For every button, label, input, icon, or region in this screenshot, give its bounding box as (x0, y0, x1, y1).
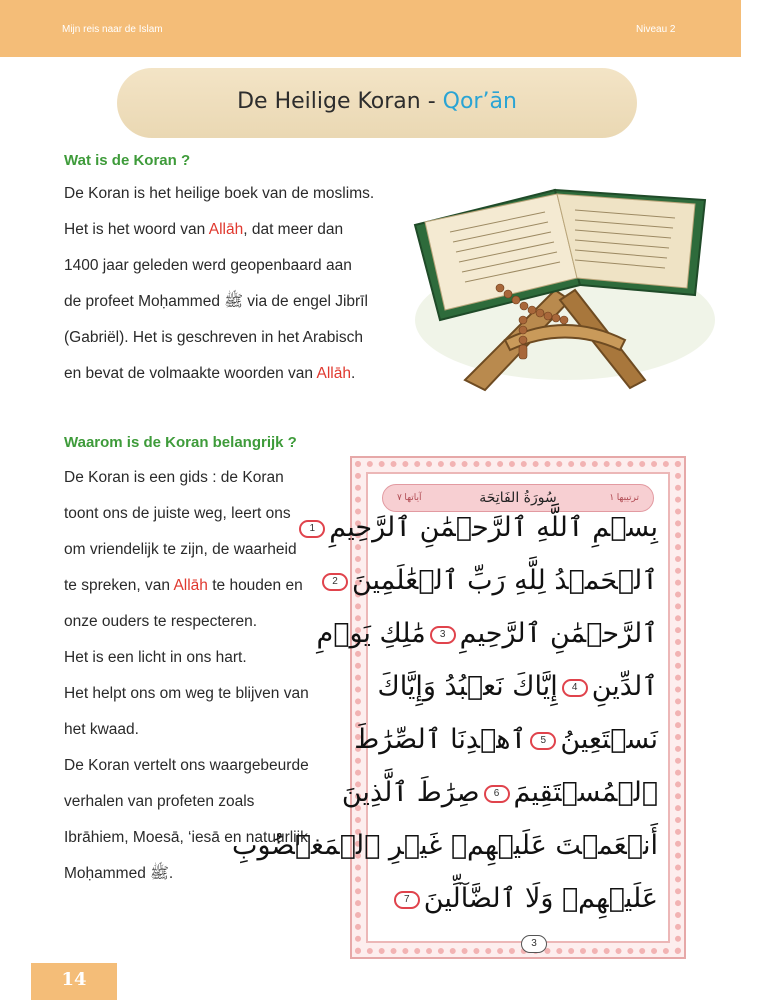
surah-verse-line (354, 724, 658, 774)
book-title: Mijn reis naar de Islam (62, 24, 163, 35)
arabic-text: أَنۡعَمۡتَ عَلَيۡهِمۡ غَيۡرِ ٱلۡمَغۡضُوبِ (232, 830, 658, 861)
surah-verse-line (309, 512, 658, 562)
arabic-text: ٱلدِّينِ (591, 671, 658, 702)
paragraph-line (64, 640, 309, 676)
surah-verse-line (316, 618, 658, 668)
section-what-paragraph (64, 176, 374, 392)
line-text: Moḥammed ﷺ. (64, 865, 174, 882)
paragraph-line (64, 712, 309, 748)
paragraph-line (64, 676, 309, 712)
highlight-word: Allāh (208, 221, 244, 238)
paragraph-line (64, 248, 374, 284)
verse-number-marker: 4 (562, 679, 588, 697)
verse-number-marker: 1 (299, 520, 325, 538)
paragraph-line (64, 856, 309, 892)
section-why-paragraph (64, 460, 309, 892)
quran-book-illustration (405, 170, 725, 392)
surah-verse-line (378, 883, 658, 933)
line-text: Het helpt ons om weg te blijven van (64, 685, 309, 702)
paragraph-line (64, 284, 374, 320)
title-text: De Heilige Koran - (237, 89, 443, 114)
surah-verse-line (378, 671, 658, 721)
verse-number-marker: 2 (322, 573, 348, 591)
line-text: te spreken, van (64, 577, 174, 594)
paragraph-line (64, 532, 309, 568)
surah-page-number: 3 (521, 935, 547, 953)
paragraph-line (64, 496, 309, 532)
highlight-word: Allāh (173, 577, 208, 594)
verse-number-marker: 6 (484, 785, 510, 803)
line-text: (Gabriël). Het is geschreven in het Arabisch (64, 329, 363, 346)
line-text: De Koran is een gids : de Koran (64, 469, 284, 486)
line-text: verhalen van profeten zoals (64, 793, 255, 810)
section-heading-why: Waarom is de Koran belangrijk ? (64, 434, 297, 451)
paragraph-line (64, 604, 309, 640)
verse-number-marker: 7 (394, 891, 420, 909)
line-text: en bevat de volmaakte woorden van (64, 365, 317, 382)
arabic-text: صِرَٰطَ ٱلَّذِينَ (341, 777, 480, 808)
arabic-text: نَسۡتَعِينُ (560, 724, 658, 755)
verse-number-marker: 3 (430, 626, 456, 644)
paragraph-line (64, 320, 374, 356)
level-label: Niveau 2 (636, 24, 676, 35)
line-text: Het is het woord van (64, 221, 209, 238)
surah-order: ترتيبها ١ (609, 492, 639, 502)
line-text: de profeet Moḥammed ﷺ via de engel Jibrīl (64, 293, 368, 310)
arabic-text: ٱلرَّحۡمَٰنِ ٱلرَّحِيمِ (459, 618, 658, 649)
line-text: , dat meer dan (243, 221, 344, 238)
arabic-text: ٱلۡحَمۡدُ لِلَّهِ رَبِّ ٱلۡعَٰلَمِينَ (351, 565, 658, 596)
line-text: Ibrāhiem, Moesā, ‘iesā en natuurlijk (64, 829, 308, 846)
surah-verse-count: آياتها ٧ (397, 492, 422, 502)
surah-verse-line (332, 565, 658, 615)
highlight-word: Allāh (316, 365, 351, 382)
paragraph-line (64, 176, 374, 212)
paragraph-line (64, 212, 374, 248)
arabic-text: إِيَّاكَ نَعۡبُدُ وَإِيَّاكَ (377, 671, 558, 702)
surah-verse-line (232, 830, 658, 880)
verse-number-marker: 5 (530, 732, 556, 750)
page-title (117, 89, 637, 114)
arabic-text: بِسۡمِ ٱللَّهِ ٱلرَّحۡمَٰنِ ٱلرَّحِيمِ (329, 512, 658, 543)
surah-verse-line (341, 777, 658, 827)
paragraph-line (64, 356, 374, 392)
surah-title: سُورَةُ الفَاتِحَة (479, 490, 557, 506)
line-text: 1400 jaar geleden werd geopenbaard aan (64, 257, 352, 274)
page-number: 14 (61, 969, 87, 990)
line-text: onze ouders te respecteren. (64, 613, 258, 630)
title-transliteration: Qor’ān (442, 89, 517, 114)
paragraph-line (64, 460, 309, 496)
surah-header (382, 484, 654, 512)
line-text: Het is een licht in ons hart. (64, 649, 247, 666)
line-text: toont ons de juiste weg, leert ons (64, 505, 291, 522)
top-header-bar (0, 0, 741, 57)
line-text: De Koran vertelt ons waargebeurde (64, 757, 309, 774)
section-heading-what: Wat is de Koran ? (64, 152, 191, 169)
page-number-box (31, 963, 117, 1000)
line-text: De Koran is het heilige boek van de moslims. (64, 185, 375, 202)
line-text: om vriendelijk te zijn, de waarheid (64, 541, 297, 558)
arabic-text: مَٰلِكِ يَوۡمِ (316, 618, 426, 649)
paragraph-line (64, 784, 309, 820)
arabic-text: عَلَيۡهِمۡ وَلَا ٱلضَّآلِّينَ (423, 883, 658, 914)
arabic-text: ٱهۡدِنَا ٱلصِّرَٰطَ (354, 724, 527, 755)
arabic-text: ٱلۡمُسۡتَقِيمَ (513, 777, 658, 808)
paragraph-line (64, 748, 309, 784)
line-text: het kwaad. (64, 721, 139, 738)
line-text: . (350, 365, 356, 382)
line-text: te houden en (207, 577, 303, 594)
paragraph-line (64, 568, 309, 604)
page-title-banner (117, 68, 637, 138)
